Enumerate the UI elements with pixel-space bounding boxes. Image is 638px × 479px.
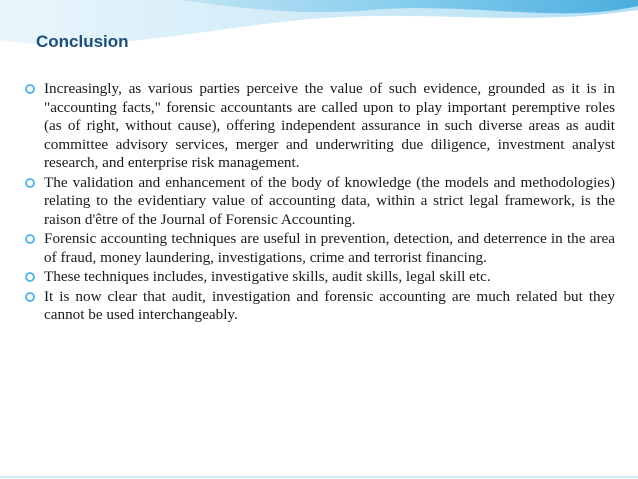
bullet-item: [24, 268, 615, 287]
bullet-text: Forensic accounting techniques are useful in prevention, detection, and deterrence in the area of fraud, money laundering, investigations, crime and terrorist financing.: [44, 230, 615, 266]
footer-line-decoration: [0, 475, 638, 479]
bullet-item: [24, 174, 615, 230]
bullet-item: [24, 80, 615, 173]
slide-title: Conclusion: [36, 32, 129, 51]
bullet-text: These techniques includes, investigative skills, audit skills, legal skill etc.: [44, 268, 491, 285]
bullet-text: Increasingly, as various parties perceive the value of such evidence, grounded as it is in "accounting facts," forensic accountants are called upon to play important peremptive roles (as of right, without cause), offering independent assurance in such diverse areas as audit committee advisory services, merger and underwriting due diligence, investment analyst research, and enterprise risk management.: [44, 80, 615, 171]
bullet-item: [24, 230, 615, 267]
hollow-circle-icon: [24, 271, 36, 283]
hollow-circle-icon: [24, 233, 36, 245]
hollow-circle-icon: [24, 291, 36, 303]
hollow-circle-icon: [24, 83, 36, 95]
hollow-circle-icon: [24, 177, 36, 189]
bullet-text: The validation and enhancement of the body of knowledge (the models and methodologies) relating to the evidentiary value of accounting data, within a strict legal framework, is the raison d'être of the Journal of Forensic Accounting.: [44, 173, 615, 228]
bullet-text: It is now clear that audit, investigation and forensic accounting are much related but they cannot be used interchangeably.: [44, 287, 615, 323]
bullet-item: [24, 288, 615, 325]
bullet-list: [24, 80, 615, 326]
